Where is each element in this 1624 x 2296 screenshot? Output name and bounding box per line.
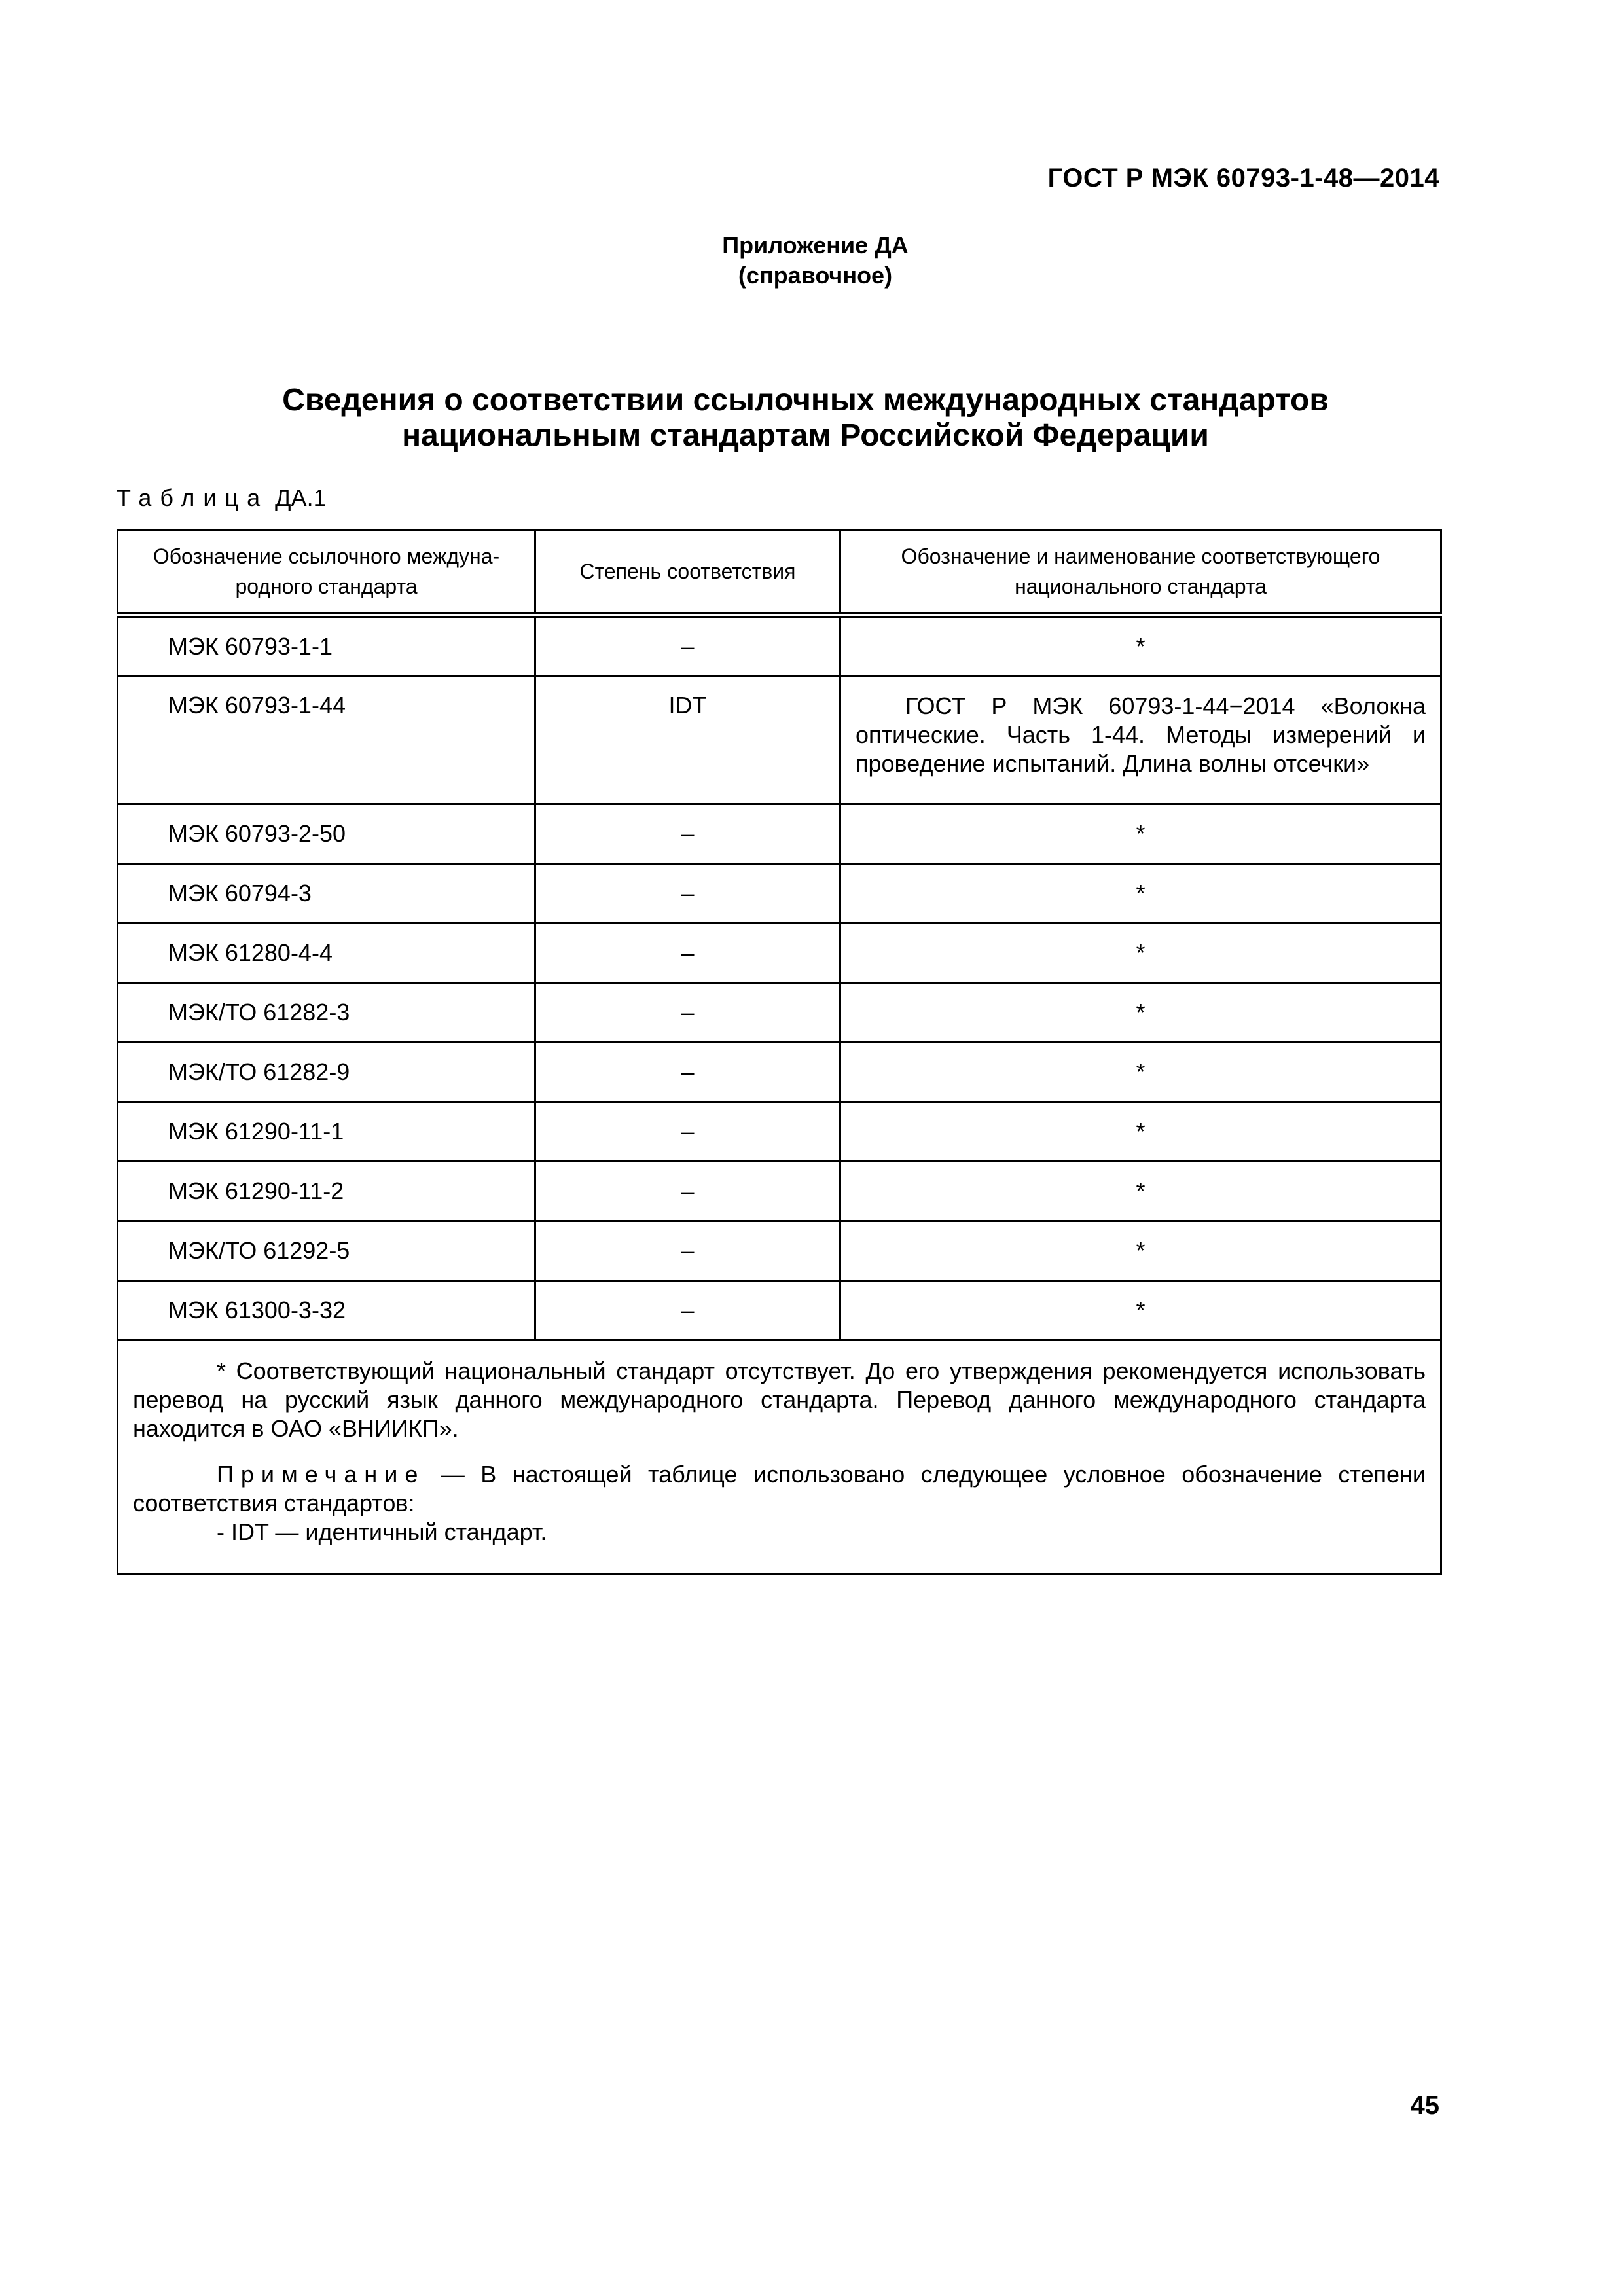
cell-reference: МЭК 60793-2-50 xyxy=(118,804,535,864)
cell-national: * xyxy=(840,864,1441,924)
table-row xyxy=(118,615,1441,677)
note-label: Примечание xyxy=(217,1461,425,1488)
table-row xyxy=(118,983,1441,1043)
cell-reference: МЭК 61280-4-4 xyxy=(118,924,535,983)
table-row xyxy=(118,864,1441,924)
cell-national: * xyxy=(840,983,1441,1043)
header-degree: Степень соответствия xyxy=(535,530,840,615)
appendix-heading xyxy=(0,230,1624,291)
header-national-standard: Обозначение и наименование соответствующего национального стандарта xyxy=(840,530,1441,615)
cell-reference: МЭК 60793-1-1 xyxy=(118,615,535,677)
document-code: ГОСТ Р МЭК 60793-1-48—2014 xyxy=(1047,164,1439,192)
cell-national: ГОСТ Р МЭК 60793-1-44−2014 «Волокна оптические. Часть 1-44. Методы измерений и проведение испытаний. Длина волны отсечки» xyxy=(840,677,1441,804)
cell-reference: МЭК 61300-3-32 xyxy=(118,1281,535,1340)
table-row xyxy=(118,804,1441,864)
table-header-row xyxy=(118,530,1441,615)
table-row xyxy=(118,1281,1441,1340)
cell-degree: – xyxy=(535,1043,840,1102)
table-row xyxy=(118,1221,1441,1281)
cell-reference: МЭК 60793-1-44 xyxy=(118,677,535,804)
cell-degree: – xyxy=(535,1162,840,1221)
table-footnote-cell xyxy=(118,1340,1441,1574)
cell-national: * xyxy=(840,1162,1441,1221)
cell-reference: МЭК 61290-11-2 xyxy=(118,1162,535,1221)
page-title xyxy=(0,383,1624,454)
cell-degree: IDT xyxy=(535,677,840,804)
table-row xyxy=(118,677,1441,804)
page-title-line-2: национальным стандартам Российской Федерации xyxy=(402,418,1209,453)
cell-national: * xyxy=(840,1281,1441,1340)
footnote-star: * Соответствующий национальный стандарт отсутствует. До его утверждения рекомендуется использовать перевод на русский язык данного международного стандарта. Перевод данного международного стандарта находится в ОАО «ВНИИКП». xyxy=(133,1357,1426,1442)
cell-national: * xyxy=(840,924,1441,983)
cell-degree: – xyxy=(535,924,840,983)
table-caption-id: ДА.1 xyxy=(275,484,327,511)
cell-reference: МЭК/ТО 61282-3 xyxy=(118,983,535,1043)
header-reference-standard: Обозначение ссылочного междуна-родного стандарта xyxy=(118,530,535,615)
appendix-title: Приложение ДА xyxy=(722,232,909,259)
cell-reference: МЭК 60794-3 xyxy=(118,864,535,924)
cell-national: * xyxy=(840,1102,1441,1162)
cell-degree: – xyxy=(535,615,840,677)
table-row xyxy=(118,1162,1441,1221)
table-note xyxy=(133,1460,1426,1518)
note-item: - IDT — идентичный стандарт. xyxy=(217,1518,547,1545)
cell-degree: – xyxy=(535,1281,840,1340)
table-row xyxy=(118,1102,1441,1162)
table-row xyxy=(118,1043,1441,1102)
cell-degree: – xyxy=(535,1221,840,1281)
table-footnote-row xyxy=(118,1340,1441,1574)
cell-reference: МЭК/ТО 61282-9 xyxy=(118,1043,535,1102)
cell-reference: МЭК/ТО 61292-5 xyxy=(118,1221,535,1281)
table-caption-word: Таблица xyxy=(117,484,269,511)
cell-national: * xyxy=(840,615,1441,677)
cell-national: * xyxy=(840,804,1441,864)
cell-reference: МЭК 61290-11-1 xyxy=(118,1102,535,1162)
cell-degree: – xyxy=(535,864,840,924)
cell-national: * xyxy=(840,1043,1441,1102)
cell-degree: – xyxy=(535,983,840,1043)
appendix-subtitle: (справочное) xyxy=(738,262,893,289)
page-title-line-1: Сведения о соответствии ссылочных международных стандартов xyxy=(282,383,1329,418)
table-row xyxy=(118,924,1441,983)
cell-national: * xyxy=(840,1221,1441,1281)
cell-degree: – xyxy=(535,804,840,864)
standards-table xyxy=(117,529,1442,1575)
cell-degree: – xyxy=(535,1102,840,1162)
table-caption xyxy=(117,484,327,512)
note-text: — В настоящей таблице использовано следующее условное обозначение степени соответствия стандартов: xyxy=(133,1461,1426,1516)
page-number: 45 xyxy=(1410,2091,1439,2120)
